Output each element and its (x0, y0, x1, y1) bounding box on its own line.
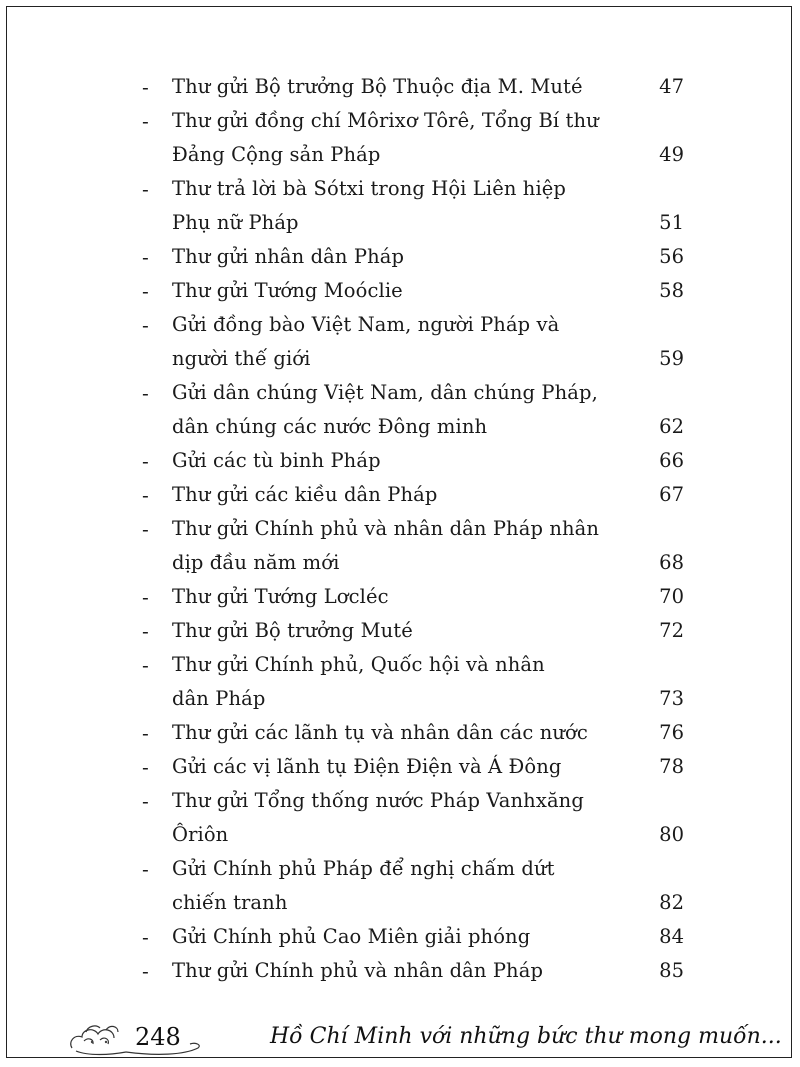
toc-page-number: 51 (659, 211, 684, 234)
toc-entry (0, 954, 800, 988)
toc-page-number: 49 (659, 143, 684, 166)
toc-entry (0, 784, 800, 852)
toc-page-number: 68 (659, 551, 684, 574)
toc-entry-title: Gửi các tù binh Pháp (172, 449, 381, 472)
toc-entry-title: Thư gửi Chính phủ và nhân dân Pháp (172, 959, 544, 982)
toc-entry-title: Đảng Cộng sản Pháp (172, 143, 381, 166)
toc-entry (0, 376, 800, 444)
toc-page-number: 84 (659, 925, 684, 948)
toc-entry-title: Thư gửi Tướng Moóclie (172, 279, 403, 302)
toc-bullet-dash: - (142, 483, 149, 507)
toc-bullet-dash: - (142, 619, 149, 643)
toc-bullet-dash: - (142, 721, 149, 745)
toc-page-number: 59 (659, 347, 684, 370)
toc-entry (0, 444, 800, 478)
toc-bullet-dash: - (142, 245, 149, 269)
toc-page-number: 70 (659, 585, 684, 608)
toc-entry-title: Thư gửi đồng chí Môrixơ Tôrê, Tổng Bí thư (172, 109, 599, 132)
toc-entry (0, 172, 800, 240)
toc-page-number: 56 (659, 245, 684, 268)
toc-entry-title: dân chúng các nước Đông minh (172, 415, 488, 438)
toc-bullet-dash: - (142, 381, 149, 405)
toc-entry (0, 478, 800, 512)
toc-entry-title: Thư gửi Chính phủ và nhân dân Pháp nhân (172, 517, 600, 540)
toc-page-number: 62 (659, 415, 684, 438)
toc-entry-title: Gửi dân chúng Việt Nam, dân chúng Pháp, (172, 381, 598, 404)
toc-entry-title: người thế giới (172, 347, 311, 370)
page-footer (0, 1018, 800, 1058)
toc-bullet-dash: - (142, 857, 149, 881)
toc-page-number: 73 (659, 687, 684, 710)
toc-entry-title: Ôriôn (172, 823, 229, 846)
toc-entry-title: Thư gửi Tổng thống nước Pháp Vanhxăng (172, 789, 584, 812)
toc-bullet-dash: - (142, 653, 149, 677)
toc-entry (0, 274, 800, 308)
toc-page-number: 72 (659, 619, 684, 642)
toc-entry (0, 240, 800, 274)
toc-bullet-dash: - (142, 109, 149, 133)
toc-entry-title: Thư gửi Bộ trưởng Muté (172, 619, 413, 642)
toc-entry (0, 308, 800, 376)
toc-page-number: 58 (659, 279, 684, 302)
toc-bullet-dash: - (142, 449, 149, 473)
toc-entry (0, 750, 800, 784)
toc-page-number: 85 (659, 959, 684, 982)
toc-entry-title: dân Pháp (172, 687, 266, 710)
toc-bullet-dash: - (142, 313, 149, 337)
toc-bullet-dash: - (142, 925, 149, 949)
toc-bullet-dash: - (142, 789, 149, 813)
toc-entry-title: Thư gửi Tướng Lơcléc (172, 585, 389, 608)
toc-entry (0, 512, 800, 580)
toc-entry-title: dịp đầu năm mới (172, 551, 340, 574)
toc-entry (0, 920, 800, 954)
toc-entry-title: Thư gửi các kiều dân Pháp (172, 483, 438, 506)
toc-entry (0, 70, 800, 104)
toc-entry-title: Thư gửi Bộ trưởng Bộ Thuộc địa M. Muté (172, 75, 583, 98)
toc-entry-title: Gửi các vị lãnh tụ Điện Điện và Á Đông (172, 755, 562, 778)
toc-entry (0, 580, 800, 614)
toc-entry (0, 852, 800, 920)
toc-entry-title: Thư gửi Chính phủ, Quốc hội và nhân (172, 653, 545, 676)
page-number: 248 (135, 1023, 181, 1051)
toc-bullet-dash: - (142, 177, 149, 201)
toc-entry-title: Thư gửi các lãnh tụ và nhân dân các nước (172, 721, 588, 744)
toc-page-number: 82 (659, 891, 684, 914)
toc-page-number: 78 (659, 755, 684, 778)
toc-bullet-dash: - (142, 585, 149, 609)
toc-entry-title: Phụ nữ Pháp (172, 211, 299, 234)
toc-entry (0, 614, 800, 648)
toc-entry (0, 648, 800, 716)
toc-page-number: 47 (659, 75, 684, 98)
toc-entry (0, 104, 800, 172)
toc-entry-title: Thư gửi nhân dân Pháp (172, 245, 405, 268)
toc-bullet-dash: - (142, 959, 149, 983)
toc-entry-title: Gửi Chính phủ Pháp để nghị chấm dứt (172, 857, 555, 880)
toc-entry-title: chiến tranh (172, 891, 288, 914)
toc-page-number: 80 (659, 823, 684, 846)
toc-bullet-dash: - (142, 517, 149, 541)
toc-bullet-dash: - (142, 755, 149, 779)
toc-bullet-dash: - (142, 279, 149, 303)
toc-bullet-dash: - (142, 75, 149, 99)
toc-page-number: 67 (659, 483, 684, 506)
toc-entry-title: Gửi đồng bào Việt Nam, người Pháp và (172, 313, 560, 336)
toc-entry-title: Gửi Chính phủ Cao Miên giải phóng (172, 925, 531, 948)
running-footer-title: Hồ Chí Minh với những bức thư mong muốn... (270, 1024, 782, 1049)
toc-page-number: 66 (659, 449, 684, 472)
toc-entry (0, 716, 800, 750)
toc-page-number: 76 (659, 721, 684, 744)
toc-entry-title: Thư trả lời bà Sótxi trong Hội Liên hiệp (172, 177, 567, 200)
